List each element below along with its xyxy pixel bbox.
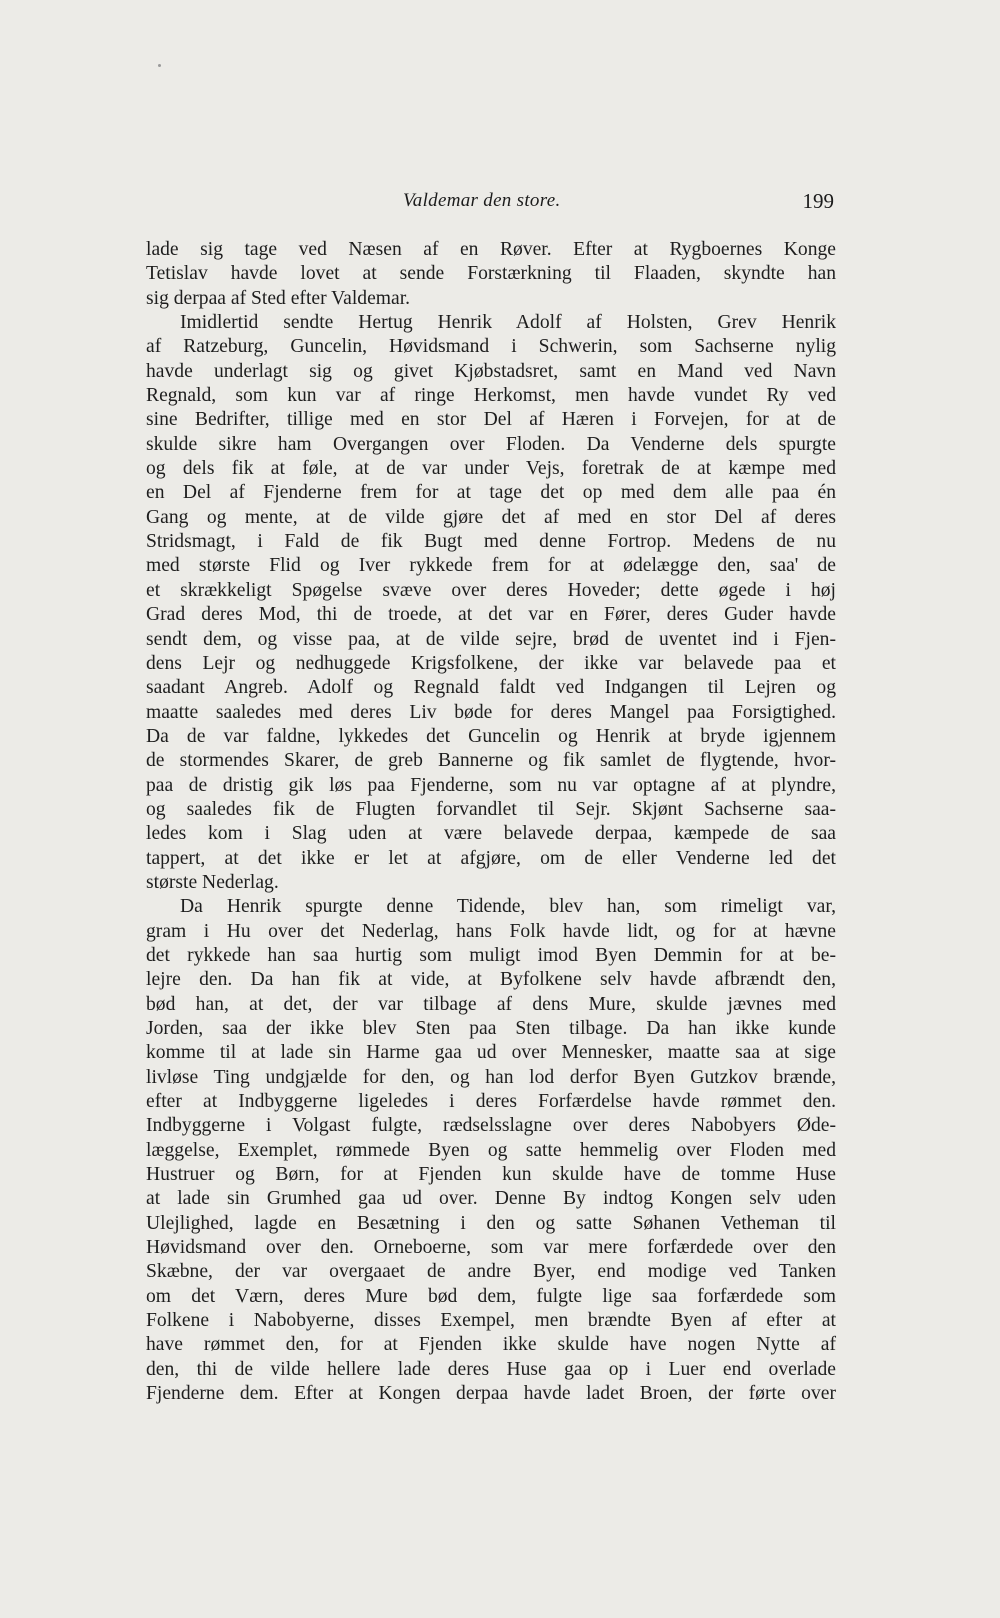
text-line: komme til at lade sin Harme gaa ud over Mennesker, maatte saa at sige (146, 1042, 836, 1064)
body-text (146, 238, 836, 1407)
text-line: at lade sin Grumhed gaa ud over. Denne By indtog Kongen selv uden (146, 1188, 836, 1210)
text-line: med største Flid og Iver rykkede frem for at ødelægge den, saa' de (146, 555, 836, 577)
text-line: ledes kom i Slag uden at være belavede derpaa, kæmpede de saa (146, 823, 836, 845)
text-line: Folkene i Nabobyerne, disses Exempel, men brændte Byen af efter at (146, 1310, 836, 1332)
text-line: Da de var faldne, lykkedes det Guncelin og Henrik at bryde igjennem (146, 725, 836, 747)
text-line: Imidlertid sendte Hertug Henrik Adolf af Holsten, Grev Henrik (180, 312, 836, 334)
text-line: lade sig tage ved Næsen af en Røver. Efter at Rygboernes Konge (146, 239, 836, 260)
text-line: Indbyggerne i Volgast fulgte, rædselsslagne over deres Nabobyers Øde- (146, 1115, 836, 1137)
text-line: Stridsmagt, i Fald de fik Bugt med denne Fortrop. Medens de nu (146, 531, 836, 553)
text-line: livløse Ting undgjælde for den, og han lod derfor Byen Gutzkov brænde, (146, 1066, 836, 1088)
text-line: Hustruer og Børn, for at Fjenden kun skulde have de tomme Huse (146, 1164, 836, 1186)
text-line: Grad deres Mod, thi de troede, at det var en Fører, deres Guder havde (146, 604, 836, 626)
text-line: de stormendes Skarer, de greb Bannerne og fik samlet de flygtende, hvor- (146, 750, 836, 772)
text-line: Ulejlighed, lagde en Besætning i den og satte Søhanen Vetheman til (146, 1212, 836, 1234)
text-line: sig derpaa af Sted efter Valdemar. (146, 287, 411, 309)
text-line: læggelse, Exemplet, rømmede Byen og satte hemmelig over Floden med (146, 1139, 836, 1161)
text-line: et skrækkeligt Spøgelse svæve over deres Hoveder; dette øgede i høj (146, 579, 836, 601)
text-line: og saaledes fik de Flugten forvandlet til Sejr. Skjønt Sachserne saa- (146, 798, 836, 820)
text-line: dens Lejr og nedhuggede Krigsfolkene, der ikke var belavede paa et (146, 652, 836, 674)
text-line: havde underlagt sig og givet Kjøbstadsret, samt en Mand ved Navn (146, 360, 836, 382)
text-line: paa de dristig gik løs paa Fjenderne, som nu var optagne af at plyndre, (146, 774, 836, 796)
text-line: det rykkede han saa hurtig som muligt imod Byen Demmin for at be- (146, 944, 836, 966)
running-title: Valdemar den store. (403, 190, 561, 211)
text-line: efter at Indbyggerne ligeledes i deres Forfærdelse havde rømmet den. (146, 1091, 836, 1113)
text-line: maatte saaledes med deres Liv bøde for deres Mangel paa Forsigtighed. (146, 701, 836, 723)
text-line: Gang og mente, at de vilde gjøre det af med en stor Del af deres (146, 506, 836, 528)
text-line: om det Værn, deres Mure bød dem, fulgte lige saa forfærdede som (146, 1285, 836, 1307)
text-line: saadant Angreb. Adolf og Regnald faldt ved Indgangen til Lejren og (146, 677, 836, 699)
text-line: Fjenderne dem. Efter at Kongen derpaa havde ladet Broen, der førte over (146, 1383, 836, 1405)
paper-speck (158, 64, 161, 67)
text-line: have rømmet den, for at Fjenden ikke skulde have nogen Nytte af (146, 1334, 836, 1356)
text-line: sine Bedrifter, tillige med en stor Del af Hæren i Forvejen, for at de (146, 409, 836, 431)
text-line: bød han, at det, der var tilbage af dens Mure, skulde jævnes med (146, 993, 836, 1015)
text-line: Jorden, saa der ikke blev Sten paa Sten tilbage. Da han ikke kunde (146, 1018, 836, 1039)
text-line: og dels fik at føle, at de var under Vejs, foretrak de at kæmpe med (146, 458, 836, 480)
text-line: en Del af Fjenderne frem for at tage det op med dem alle paa én (146, 482, 836, 504)
text-line: største Nederlag. (146, 871, 279, 893)
text-line: Høvidsmand over den. Orneboerne, som var mere forfærdede over den (146, 1237, 836, 1259)
text-line: sendt dem, og visse paa, at de vilde sejre, brød de uventet ind i Fjen- (146, 628, 836, 650)
text-line: af Ratzeburg, Guncelin, Høvidsmand i Schwerin, som Sachserne nylig (146, 336, 836, 358)
text-line: tappert, at det ikke er let at afgjøre, om de eller Venderne led det (146, 847, 836, 869)
text-line: Da Henrik spurgte denne Tidende, blev han, som rimeligt var, (180, 896, 836, 918)
page-number: 199 (802, 189, 834, 213)
text-line: Skæbne, der var overgaaet de andre Byer, end modige ved Tanken (146, 1261, 836, 1283)
running-header (148, 190, 834, 220)
text-line: Tetislav havde lovet at sende Forstærkning til Flaaden, skyndte han (146, 263, 836, 285)
text-line: Regnald, som kun var af ringe Herkomst, men havde vundet Ry ved (146, 385, 836, 407)
text-line: skulde sikre ham Overgangen over Floden. Da Venderne dels spurgte (146, 433, 836, 455)
text-line: den, thi de vilde hellere lade deres Huse gaa op i Luer end overlade (146, 1358, 836, 1380)
text-line: gram i Hu over det Nederlag, hans Folk havde lidt, og for at hævne (146, 920, 836, 942)
text-line: lejre den. Da han fik at vide, at Byfolkene selv havde afbrændt den, (146, 969, 836, 991)
